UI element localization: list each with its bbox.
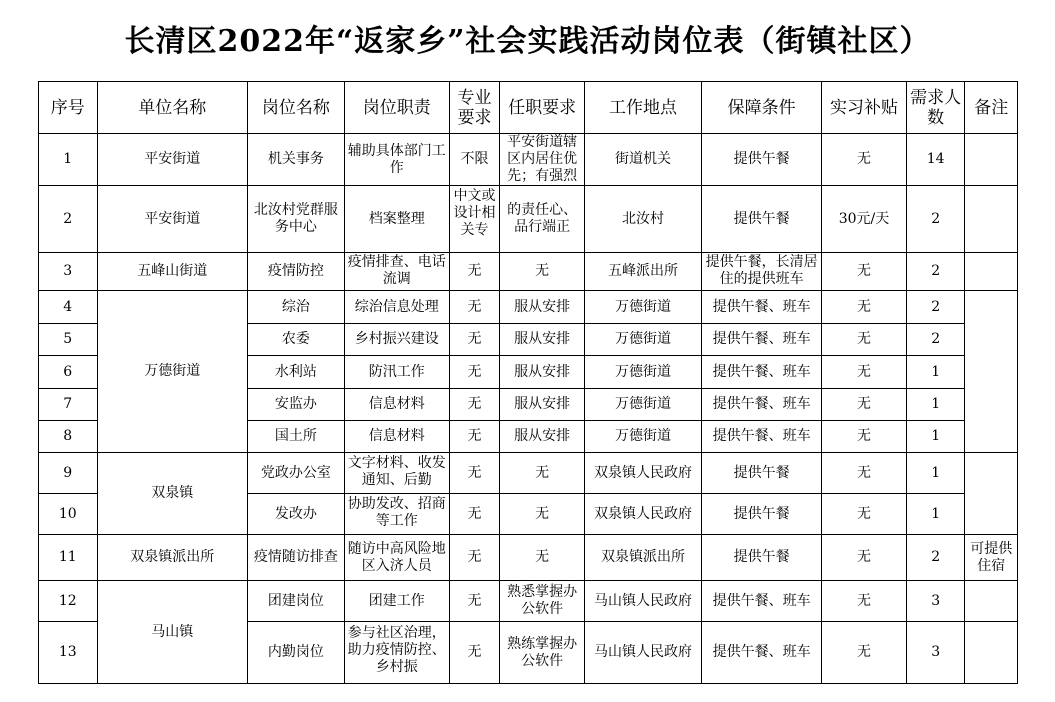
subsidy-cell: 无 xyxy=(822,134,907,186)
count-cell: 3 xyxy=(906,581,965,622)
subsidy-cell: 无 xyxy=(822,356,907,389)
requirement-cell: 熟悉掌握办公软件 xyxy=(500,581,585,622)
requirement-cell: 无 xyxy=(500,494,585,535)
header-cell: 岗位职责 xyxy=(344,82,449,134)
duty-cell: 团建工作 xyxy=(344,581,449,622)
count-cell: 1 xyxy=(906,421,965,453)
duty-cell: 信息材料 xyxy=(344,421,449,453)
count-cell: 2 xyxy=(906,291,965,324)
subsidy-cell: 无 xyxy=(822,622,907,684)
duty-cell: 随访中高风险地区入济人员 xyxy=(344,535,449,581)
requirement-cell: 服从安排 xyxy=(500,389,585,421)
major-cell: 无 xyxy=(449,622,499,684)
subsidy-cell: 无 xyxy=(822,389,907,421)
note-cell xyxy=(965,581,1018,622)
duty-cell xyxy=(344,494,449,535)
post-cell: 团建岗位 xyxy=(247,581,344,622)
unit-cell: 双泉镇派出所 xyxy=(97,535,247,581)
post-cell: 安监办 xyxy=(247,389,344,421)
no-cell: 7 xyxy=(39,389,98,421)
count-cell: 1 xyxy=(906,389,965,421)
requirement-text: 平安街道辖区内居住优先；有强烈 xyxy=(507,134,578,184)
table-row xyxy=(39,186,1018,253)
subsidy-cell: 无 xyxy=(822,535,907,581)
guarantee-cell: 提供午餐 xyxy=(702,186,822,253)
header-cell: 岗位名称 xyxy=(247,82,344,134)
duty-text: 疫情排查、电话流调 xyxy=(347,253,446,287)
guarantee-cell: 提供午餐、班车 xyxy=(702,356,822,389)
duty-cell: 乡村振兴建设 xyxy=(344,324,449,356)
subsidy-cell: 无 xyxy=(822,494,907,535)
major-cell: 无 xyxy=(449,453,499,494)
header-cell: 序号 xyxy=(39,82,98,134)
count-cell: 14 xyxy=(906,134,965,186)
major-cell xyxy=(449,186,499,253)
unit-cell: 万德街道 xyxy=(97,291,247,453)
table-row xyxy=(39,134,1018,186)
major-cell: 无 xyxy=(449,535,499,581)
location-cell: 马山镇人民政府 xyxy=(584,581,701,622)
location-cell: 五峰派出所 xyxy=(584,253,701,291)
subsidy-cell: 无 xyxy=(822,324,907,356)
subsidy-cell: 30元/天 xyxy=(822,186,907,253)
guarantee-cell: 提供午餐、班车 xyxy=(702,421,822,453)
note-cell xyxy=(965,134,1018,186)
major-cell: 无 xyxy=(449,324,499,356)
duty-cell: 信息材料 xyxy=(344,389,449,421)
post-cell: 综治 xyxy=(247,291,344,324)
subsidy-cell: 无 xyxy=(822,421,907,453)
guarantee-cell: 提供午餐 xyxy=(702,494,822,535)
duty-text: 参与社区治理，助力疫情防控、乡村振 xyxy=(347,624,446,675)
no-cell: 4 xyxy=(39,291,98,324)
unit-cell: 平安街道 xyxy=(97,134,247,186)
duty-cell xyxy=(344,453,449,494)
post-cell: 疫情随访排查 xyxy=(247,535,344,581)
note-cell xyxy=(965,186,1018,253)
count-cell: 2 xyxy=(906,324,965,356)
subsidy-cell: 无 xyxy=(822,253,907,291)
requirement-cell: 服从安排 xyxy=(500,421,585,453)
major-cell: 无 xyxy=(449,356,499,389)
header-cell: 单位名称 xyxy=(97,82,247,134)
count-cell: 3 xyxy=(906,622,965,684)
location-cell: 万德街道 xyxy=(584,389,701,421)
no-cell: 13 xyxy=(39,622,98,684)
post-cell: 发改办 xyxy=(247,494,344,535)
position-table xyxy=(38,81,1018,684)
table-row xyxy=(39,581,1018,622)
subsidy-cell: 无 xyxy=(822,453,907,494)
guarantee-cell: 提供午餐 xyxy=(702,453,822,494)
duty-cell: 防汛工作 xyxy=(344,356,449,389)
header-cell: 专业要求 xyxy=(449,82,499,134)
duty-cell xyxy=(344,253,449,291)
no-cell: 2 xyxy=(39,186,98,253)
post-cell: 疫情防控 xyxy=(247,253,344,291)
requirement-cell: 服从安排 xyxy=(500,356,585,389)
table-row xyxy=(39,291,1018,324)
no-cell: 10 xyxy=(39,494,98,535)
location-cell: 万德街道 xyxy=(584,356,701,389)
header-cell: 任职要求 xyxy=(500,82,585,134)
location-cell: 万德街道 xyxy=(584,324,701,356)
no-cell: 6 xyxy=(39,356,98,389)
requirement-cell: 服从安排 xyxy=(500,291,585,324)
table-row xyxy=(39,535,1018,581)
count-cell: 1 xyxy=(906,494,965,535)
requirement-cell: 无 xyxy=(500,253,585,291)
subsidy-cell: 无 xyxy=(822,291,907,324)
location-cell: 街道机关 xyxy=(584,134,701,186)
post-cell: 内勤岗位 xyxy=(247,622,344,684)
post-cell: 水利站 xyxy=(247,356,344,389)
guarantee-cell: 提供午餐 xyxy=(702,535,822,581)
location-cell: 双泉镇人民政府 xyxy=(584,494,701,535)
guarantee-cell: 提供午餐、班车 xyxy=(702,291,822,324)
unit-cell: 五峰山街道 xyxy=(97,253,247,291)
count-cell: 1 xyxy=(906,356,965,389)
no-cell: 5 xyxy=(39,324,98,356)
location-cell: 北汝村 xyxy=(584,186,701,253)
requirement-cell xyxy=(500,134,585,186)
guarantee-cell: 提供午餐、班车 xyxy=(702,622,822,684)
duty-text: 文字材料、收发通知、后勤 xyxy=(347,455,446,488)
no-cell: 8 xyxy=(39,421,98,453)
no-cell: 11 xyxy=(39,535,98,581)
subsidy-cell: 无 xyxy=(822,581,907,622)
requirement-cell: 的责任心、品行端正 xyxy=(500,186,585,253)
post-cell: 机关事务 xyxy=(247,134,344,186)
note-cell xyxy=(965,622,1018,684)
unit-cell: 双泉镇 xyxy=(97,453,247,535)
no-cell: 3 xyxy=(39,253,98,291)
requirement-cell: 熟练掌握办公软件 xyxy=(500,622,585,684)
post-cell: 北汝村党群服务中心 xyxy=(247,186,344,253)
major-cell: 不限 xyxy=(449,134,499,186)
no-cell: 12 xyxy=(39,581,98,622)
unit-cell: 平安街道 xyxy=(97,186,247,253)
note-cell xyxy=(965,253,1018,291)
requirement-cell: 无 xyxy=(500,535,585,581)
major-cell: 无 xyxy=(449,494,499,535)
count-cell: 2 xyxy=(906,186,965,253)
guarantee-text: 提供午餐，长清居住的提供班车 xyxy=(705,253,818,287)
duty-cell xyxy=(344,622,449,684)
duty-cell: 综治信息处理 xyxy=(344,291,449,324)
count-cell: 1 xyxy=(906,453,965,494)
no-cell: 9 xyxy=(39,453,98,494)
major-cell: 无 xyxy=(449,291,499,324)
major-cell: 无 xyxy=(449,389,499,421)
duty-cell: 档案整理 xyxy=(344,186,449,253)
location-cell: 马山镇人民政府 xyxy=(584,622,701,684)
duty-cell: 辅助具体部门工作 xyxy=(344,134,449,186)
no-cell: 1 xyxy=(39,134,98,186)
guarantee-cell xyxy=(702,253,822,291)
note-cell: 可提供住宿 xyxy=(965,535,1018,581)
guarantee-cell: 提供午餐、班车 xyxy=(702,581,822,622)
requirement-cell: 无 xyxy=(500,453,585,494)
count-cell: 2 xyxy=(906,535,965,581)
location-cell: 万德街道 xyxy=(584,291,701,324)
table-row xyxy=(39,253,1018,291)
table-header-row xyxy=(39,82,1018,134)
page-title: 长清区2022年“返家乡”社会实践活动岗位表（街镇社区） xyxy=(124,24,931,59)
guarantee-cell: 提供午餐、班车 xyxy=(702,324,822,356)
requirement-cell: 服从安排 xyxy=(500,324,585,356)
major-text: 中文或设计相关专 xyxy=(453,188,496,238)
header-cell: 保障条件 xyxy=(702,82,822,134)
header-cell: 需求人数 xyxy=(906,82,965,134)
post-cell: 国土所 xyxy=(247,421,344,453)
major-cell: 无 xyxy=(449,421,499,453)
major-cell: 无 xyxy=(449,581,499,622)
duty-text: 协助发改、招商等工作 xyxy=(347,496,446,529)
major-cell: 无 xyxy=(449,253,499,291)
post-cell: 农委 xyxy=(247,324,344,356)
table-row xyxy=(39,453,1018,494)
guarantee-cell: 提供午餐、班车 xyxy=(702,389,822,421)
location-cell: 双泉镇派出所 xyxy=(584,535,701,581)
unit-cell: 马山镇 xyxy=(97,581,247,684)
header-cell: 备注 xyxy=(965,82,1018,134)
note-cell xyxy=(965,453,1018,535)
count-cell: 2 xyxy=(906,253,965,291)
note-cell xyxy=(965,291,1018,453)
location-cell: 双泉镇人民政府 xyxy=(584,453,701,494)
header-cell: 实习补贴 xyxy=(822,82,907,134)
header-cell: 工作地点 xyxy=(584,82,701,134)
location-cell: 万德街道 xyxy=(584,421,701,453)
post-cell: 党政办公室 xyxy=(247,453,344,494)
guarantee-cell: 提供午餐 xyxy=(702,134,822,186)
